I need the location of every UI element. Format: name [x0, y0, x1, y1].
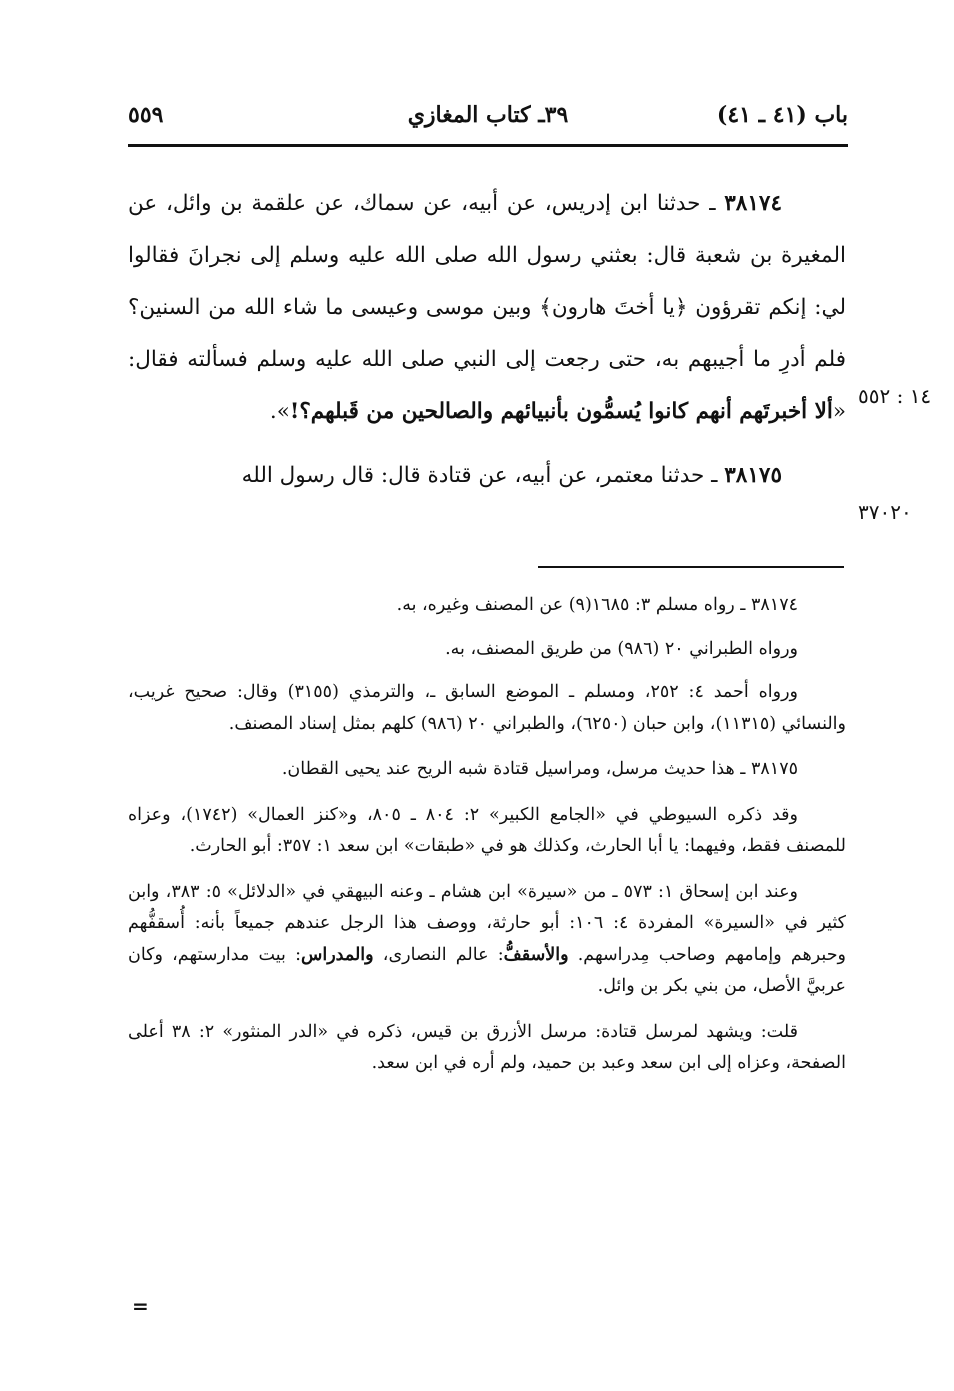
footnote: قلت: ويشهد لمرسل قتادة: مرسل الأزرق بن قيس، ذكره في «الدر المنثور» ٢: ٣٨ أعلى الصفحة، وعزاه إلى ابن سعد وعبد بن حميد، ولم أره في ابن سعد. [128, 1021, 846, 1073]
footnote: ورواه أحمد ٤: ٢٥٢، ومسلم ـ الموضع السابق ـ، والترمذي (٣١٥٥) وقال: صحيح غريب، والنسائي (١١٣١٥)، وابن حبان (٦٢٥٠)، والطبراني ٢٠ (٩٨٦) كلهم بمثل إسناد المصنف. [128, 682, 846, 734]
margin-reference: ١٤ : ٥٥٢ [858, 384, 932, 408]
hadith-number: ٣٨١٧٥ [724, 463, 782, 488]
page-header [128, 98, 848, 138]
footnotes [128, 590, 846, 1094]
chapter-range: باب (٤١ ـ ٤١) [716, 102, 848, 128]
hadith-text-end: ». [269, 399, 290, 424]
footnote-text: : عالم النصارى، [373, 944, 504, 965]
page-number: ٥٥٩ [128, 102, 164, 128]
hadith-38174 [128, 178, 846, 438]
footnote: ٣٨١٧٥ ـ هذا حديث مرسل، ومراسيل قتادة شبه الريح عند يحيى القطان. [281, 759, 798, 779]
hadith-number: ٣٨١٧٤ [724, 191, 782, 216]
footnote: وقد ذكره السيوطي في «الجامع الكبير» ٢: ٨٠٤ ـ ٨٠٥، و«كنز العمال» (١٧٤٢)، وعزاه للمصنف فقط، وفيهما: يا أبا الحارث، وكذلك هو في «طبقات» ابن سعد ١: ٣٥٧: أبو الحارث. [128, 804, 846, 856]
margin-reference: ٣٧٠٢٠ [858, 500, 912, 524]
hadith-text: ـ حدثنا معتمر، عن أبيه، عن قتادة قال: قال رسول الله [241, 463, 725, 488]
footnote-divider [538, 566, 844, 568]
footnote-text: وعند ابن إسحاق ١: ٥٧٣ ـ من «سيرة» ابن هشام ـ وعنه البيهقي في «الدلائل» ٥: ٣٨٣، وابن كثير في «السيرة» المفردة ٤: ١٠٦: أبو حارثة، ووصف هذا الرجل عندهم جميعاً بأنه: أُسقفُّهم وحبرهم وإمامهم وصاحب مِدراسهم. [128, 881, 846, 965]
footnote: ٣٨١٧٤ ـ رواه مسلم ٣: ١٦٨٥(٩) عن المصنف وغيره، به. [396, 595, 798, 615]
hadith-38175 [128, 450, 846, 502]
footnote: ورواه الطبراني ٢٠ (٩٨٦) من طريق المصنف، به. [445, 638, 798, 659]
hadith-quote: ألا أخبرتَهم أنهم كانوا يُسمُّون بأنبيائهم والصالحين من قَبلهم؟! [289, 399, 833, 424]
continuation-mark: = [132, 1294, 149, 1318]
book-title: ٣٩ـ كتاب المغازي [407, 102, 569, 128]
footnote-term: والأسقفُّ [503, 944, 569, 965]
footnote-term: والمدراس [300, 944, 374, 965]
footnote-text: : بيت مدارستهم، وكان عربيَّ الأصل، من بني بكر بن وائل. [128, 944, 846, 996]
hadith-text: ـ حدثنا ابن إدريس، عن أبيه، عن سماك، عن علقمة بن وائل، عن المغيرة بن شعبة قال: بعثني رسول الله صلى الله عليه وسلم إلى نجرانَ فقالوا لي: إنكم تقرؤون ﴿يا أختَ هارون﴾ وبين موسى وعيسى ما شاء الله من السنين؟ فلم أدرِ ما أجيبهم به، حتى رجعت إلى النبي صلى الله عليه وسلم فسألته فقال: « [128, 191, 846, 424]
main-text [128, 178, 846, 502]
header-divider [128, 144, 848, 147]
footnote [128, 877, 846, 1003]
